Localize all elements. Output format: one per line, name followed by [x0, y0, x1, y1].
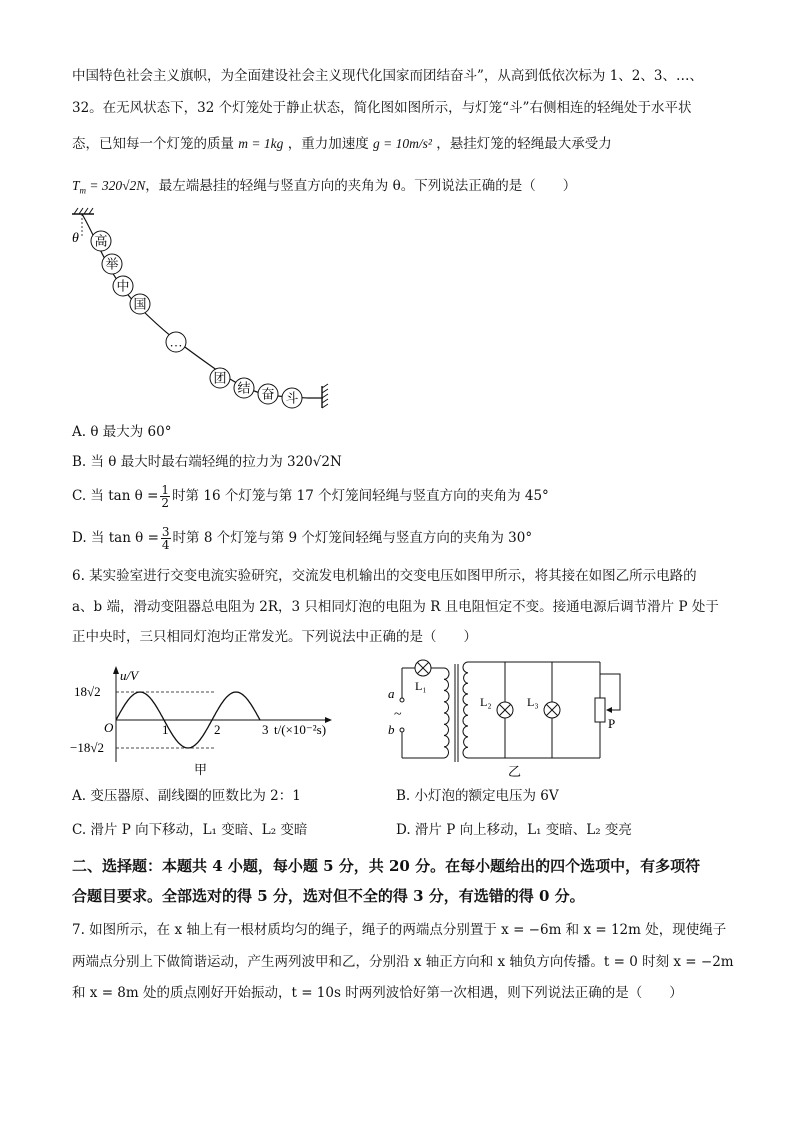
fraction-numerator: 1: [161, 483, 170, 497]
lantern-label: 中: [116, 278, 130, 294]
q5-text-b: ，重力加速度: [287, 136, 369, 152]
y-top-label: 18√2: [74, 684, 101, 699]
tension-subscript: m: [79, 185, 87, 196]
q5-option-c: [72, 484, 549, 509]
lantern-label: 奋: [261, 386, 275, 402]
q5-option-d-prefix: D. 当 tan θ =: [72, 530, 159, 546]
secondary-coil: [463, 662, 468, 758]
right-wall-hatch: [322, 384, 328, 408]
fraction-numerator: 3: [161, 525, 170, 539]
gravity-value: g = 10m/s²: [373, 136, 432, 151]
voltage-graph-jia: [70, 662, 340, 782]
section2-line-2: 合题目要求。全部选对的得 5 分，选对但不全的得 3 分，有选错的得 0 分。: [72, 887, 585, 905]
rheostat: [595, 698, 605, 722]
q6-line-2: a、b 端，滑动变阻器总电阻为 2R，3 只相同灯泡的电阻为 R 且电阻恒定不变。接通电源后调节滑片 P 处于: [72, 599, 719, 615]
q5-intro-line-2: 32。在无风状态下，32 个灯笼处于静止状态，简化图如图所示，与灯笼“斗”右侧相连的轻绳处于水平状: [72, 100, 692, 116]
q7-line-2: 两端点分别上下做简谐运动，产生两列波甲和乙，分别沿 x 轴正方向和 x 轴负方向传播。t = 0 时刻 x = −2m: [72, 954, 734, 970]
label-l2: L₂: [480, 695, 492, 709]
y-axis-arrow: [113, 666, 119, 674]
q5-intro-line-3: [72, 134, 612, 154]
ceiling-hatch: [74, 208, 93, 214]
theta-label: θ: [72, 231, 79, 246]
lantern-figure: [68, 206, 338, 416]
lantern-label: 斗: [285, 390, 299, 406]
q6-line-1: 6. 某实验室进行交变电流实验研究，交流发电机输出的交变电压如图甲所示，将其接在如图乙所示电路的: [72, 568, 697, 584]
q5-intro-line-1: 中国特色社会主义旗帜，为全面建设社会主义现代化国家而团结奋斗”，从高到低依次标为 1、2、3、…、: [72, 68, 703, 84]
q5-option-a: A. θ 最大为 60°: [72, 424, 172, 440]
tick-3: 3: [262, 722, 269, 737]
q6-line-3: 正中央时，三只相同灯泡均正常发光。下列说法中正确的是（ ）: [72, 629, 477, 645]
label-l3: L₃: [527, 695, 539, 709]
q7-line-3: 和 x = 8m 处的质点刚好开始振动，t = 10s 时两列波恰好第一次相遇，则下列说法正确的是（ ）: [72, 985, 683, 1001]
tick-2: 2: [214, 722, 221, 737]
primary-coil: [444, 668, 449, 758]
fraction-three-quarters: [161, 526, 171, 551]
tension-symbol: T: [72, 178, 80, 193]
q5-option-d: [72, 526, 532, 551]
q6-option-d: D. 滑片 P 向上移动，L₁ 变暗、L₂ 变亮: [396, 822, 632, 838]
graph-caption: 甲: [194, 762, 208, 777]
q6-option-a: A. 变压器原、副线圈的匝数比为 2：1: [72, 788, 301, 804]
x-axis-arrow: [325, 717, 332, 723]
q5-text-d: ，最左端悬挂的轻绳与竖直方向的夹角为 θ。下列说法正确的是（ ）: [145, 178, 577, 194]
slider-arrow: [606, 707, 612, 713]
q5-text-c: ，悬挂灯笼的轻绳最大承受力: [436, 136, 612, 152]
label-p: P: [608, 716, 616, 731]
section2-line-1: 二、选择题：本题共 4 小题，每小题 5 分，共 20 分。在每小题给出的四个选项中，有多项符: [72, 857, 701, 875]
fraction-denominator: 4: [161, 538, 170, 552]
q5-option-c-prefix: C. 当 tan θ =: [72, 488, 159, 504]
lantern-label: 国: [133, 296, 147, 312]
lantern-label: 高: [94, 233, 108, 249]
lantern-label: 团: [213, 370, 227, 386]
fraction-denominator: 2: [161, 496, 170, 510]
q5-option-b: B. 当 θ 最大时最右端轻绳的拉力为 320√2N: [72, 454, 342, 470]
y-bottom-label: −18√2: [70, 740, 104, 755]
circuit-yi: [380, 650, 640, 780]
tick-1: 1: [162, 722, 169, 737]
q5-option-d-suffix: 时第 8 个灯笼与第 9 个灯笼间轻绳与竖直方向的夹角为 30°: [172, 530, 533, 546]
x-axis-label: t/(×10⁻²s): [274, 722, 327, 737]
label-l1: L₁: [415, 679, 427, 693]
q5-text-a: 态，已知每一个灯笼的质量: [72, 136, 234, 152]
circuit-caption: 乙: [508, 764, 522, 779]
lantern-label: 结: [237, 380, 251, 396]
fraction-one-half: [160, 484, 170, 509]
label-a: a: [388, 686, 395, 701]
terminal-b: [400, 728, 404, 732]
lantern-label: 举: [105, 256, 119, 272]
mass-value: m = 1kg: [238, 136, 284, 151]
y-axis-label: u/V: [120, 668, 139, 683]
q5-intro-line-4: [72, 176, 576, 201]
q6-option-b: B. 小灯泡的额定电压为 6V: [396, 788, 559, 804]
label-b: b: [388, 722, 395, 737]
lantern-label: …: [169, 334, 183, 350]
tension-value: = 320√2N: [86, 178, 146, 193]
terminal-a: [400, 698, 404, 702]
lantern-group: [91, 231, 302, 408]
origin-label: O: [104, 720, 114, 735]
ac-symbol: ~: [394, 707, 402, 722]
rope: [82, 214, 323, 398]
q6-option-c: C. 滑片 P 向下移动，L₁ 变暗、L₂ 变暗: [72, 822, 308, 838]
q7-line-1: 7. 如图所示，在 x 轴上有一根材质均匀的绳子，绳子的两端点分别置于 x = −6m 和 x = 12m 处，现使绳子: [72, 922, 727, 938]
q5-option-c-suffix: 时第 16 个灯笼与第 17 个灯笼间轻绳与竖直方向的夹角为 45°: [172, 488, 549, 504]
